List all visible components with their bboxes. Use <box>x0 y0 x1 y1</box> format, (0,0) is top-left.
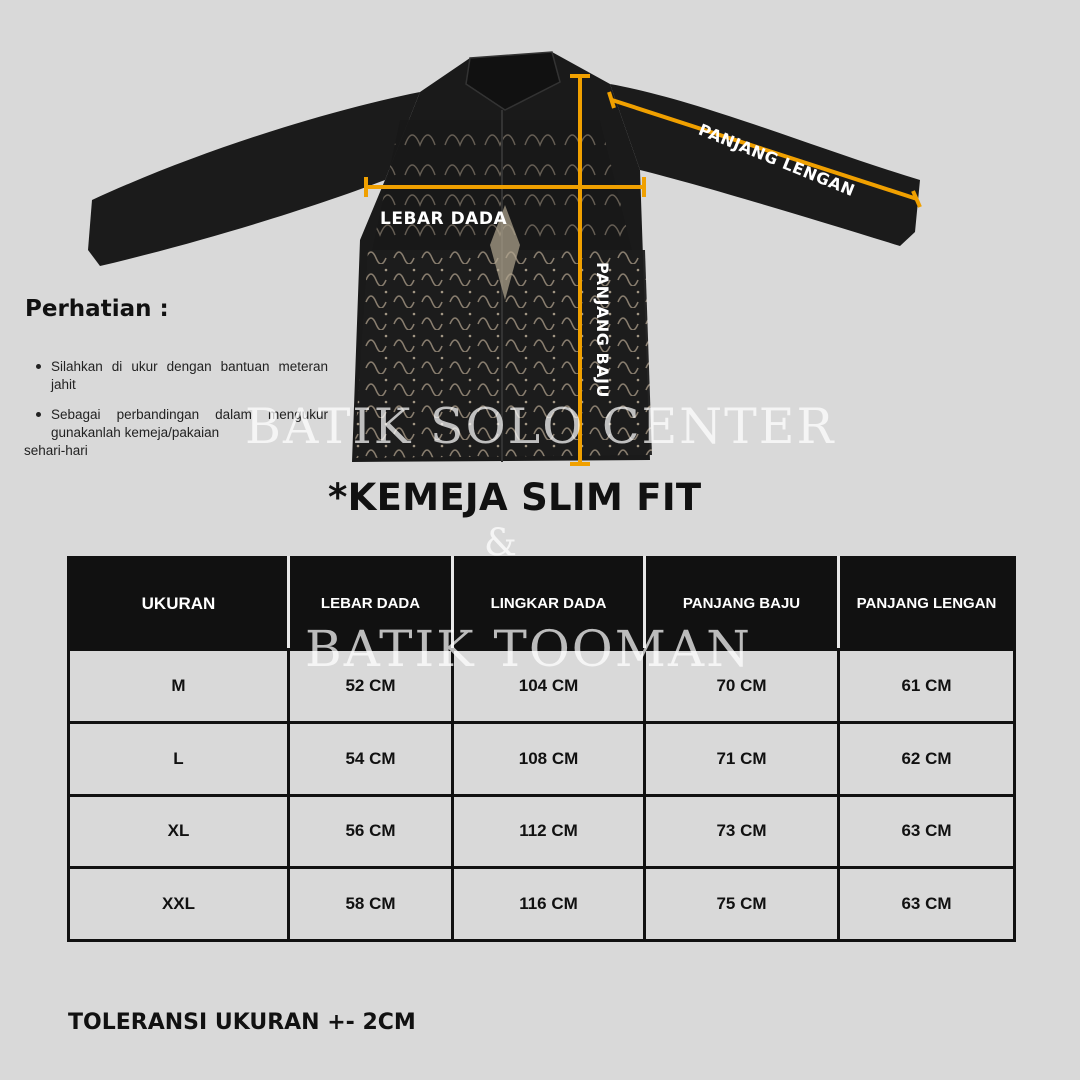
label-panjang-baju: PANJANG BAJU <box>593 262 612 398</box>
watermark-line-3: BATIK TOOMAN <box>305 620 752 678</box>
table-cell: 61 CM <box>839 650 1015 723</box>
label-panjang-lengan: PANJANG LENGAN <box>695 120 858 201</box>
table-row <box>69 795 1015 868</box>
tolerance-note: TOLERANSI UKURAN +- 2CM <box>68 1010 416 1035</box>
table-cell: 116 CM <box>453 868 645 941</box>
header-panjang-baju: PANJANG BAJU <box>645 558 839 650</box>
header-lebar-dada: LEBAR DADA <box>289 558 453 650</box>
table-cell: 108 CM <box>453 722 645 795</box>
header-ukuran: UKURAN <box>69 558 289 650</box>
page-subtitle: *KEMEJA SLIM FIT <box>328 476 702 519</box>
table-cell: 73 CM <box>645 795 839 868</box>
note-item-text: Sebagai perbandingan dalam mengukur gunakanlah kemeja/pakaian <box>51 407 328 440</box>
watermark-line-1: BATIK SOLO CENTER <box>245 398 836 455</box>
note-item-tail: sehari-hari <box>24 443 88 458</box>
table-cell: L <box>69 722 289 795</box>
note-item: Silahkan di ukur dengan bantuan meteran jahit <box>24 358 328 394</box>
size-table <box>67 556 1016 942</box>
table-cell: M <box>69 650 289 723</box>
label-lebar-dada: LEBAR DADA <box>380 209 508 229</box>
note-title: Perhatian : <box>25 296 169 322</box>
table-cell: XXL <box>69 868 289 941</box>
table-cell: 71 CM <box>645 722 839 795</box>
table-cell: 63 CM <box>839 795 1015 868</box>
watermark-line-2: & <box>484 521 519 564</box>
table-cell: 104 CM <box>453 650 645 723</box>
table-cell: 70 CM <box>645 650 839 723</box>
header-lingkar-dada: LINGKAR DADA <box>453 558 645 650</box>
table-cell: 52 CM <box>289 650 453 723</box>
table-cell: 75 CM <box>645 868 839 941</box>
table-row <box>69 868 1015 941</box>
table-row <box>69 722 1015 795</box>
table-cell: 62 CM <box>839 722 1015 795</box>
table-cell: 63 CM <box>839 868 1015 941</box>
table-cell: 54 CM <box>289 722 453 795</box>
table-cell: 58 CM <box>289 868 453 941</box>
table-cell: 56 CM <box>289 795 453 868</box>
header-panjang-lengan: PANJANG LENGAN <box>839 558 1015 650</box>
table-cell: XL <box>69 795 289 868</box>
table-cell: 112 CM <box>453 795 645 868</box>
